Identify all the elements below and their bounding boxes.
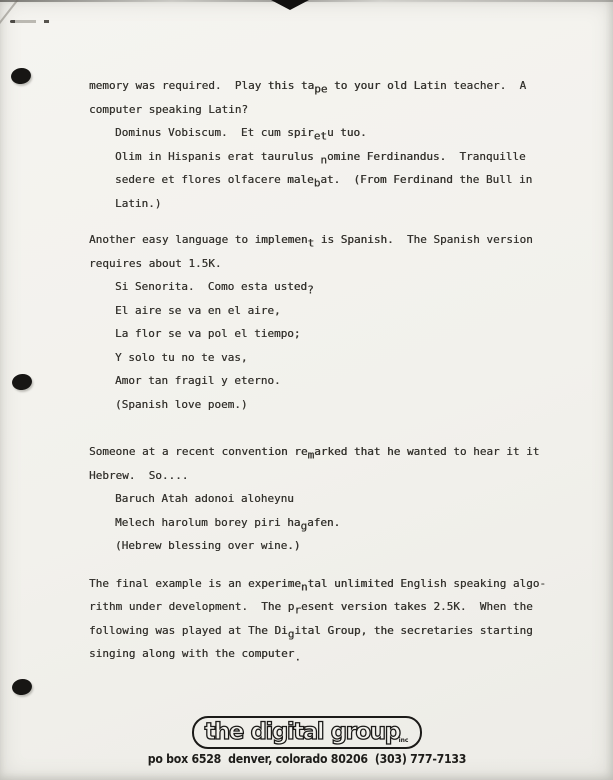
text-line: [89, 192, 589, 216]
text-line: [89, 572, 589, 596]
text-line: [89, 440, 589, 464]
dropped-char: t: [307, 236, 315, 250]
text-run: Someone at a recent convention re: [89, 445, 308, 458]
dropped-char: .: [294, 650, 301, 664]
text-line: [89, 642, 589, 666]
text-line: [89, 121, 589, 145]
punch-hole: [11, 678, 33, 697]
text-line: [89, 228, 589, 252]
text-line: [89, 619, 589, 643]
text-run: u tuo.: [326, 126, 367, 139]
typewritten-text: [89, 74, 589, 666]
punch-hole: [10, 67, 32, 86]
punch-hole: [11, 373, 33, 392]
text-line: [89, 487, 589, 511]
text-run: El aire se va en el aire,: [115, 303, 281, 317]
dropped-char: n: [320, 153, 327, 166]
text-run: Another easy language to implemen: [89, 233, 308, 246]
text-line: [89, 346, 589, 370]
text-line: [89, 534, 589, 558]
text-run: tal unlimited English speaking algo-: [307, 576, 546, 590]
text-run: to your old Latin teacher. A: [327, 79, 527, 92]
text-run: Latin.): [115, 196, 162, 210]
text-run: esent version takes 2.5K. When the: [300, 600, 533, 613]
text-run: Baruch Atah adonoi aloheynu: [115, 492, 294, 505]
text-run: Y solo tu no te vas,: [115, 350, 248, 364]
dropped-char: n: [300, 580, 308, 593]
text-run: requires about 1.5K.: [89, 256, 222, 270]
text-run: Si Senorita. Como esta usted: [115, 280, 308, 293]
clip-corner-mark: [271, 0, 309, 10]
text-run: Dominus Vobiscum. Et cum spir: [115, 126, 314, 139]
text-run: at. (From Ferdinand the Bull in: [320, 173, 533, 186]
logo-inc-suffix: inc: [398, 737, 409, 744]
text-run: ital Group, the secretaries starting: [294, 623, 533, 637]
text-line: [89, 464, 589, 488]
text-run: (Spanish love poem.): [115, 397, 248, 411]
text-run: La flor se va pol el tiempo;: [115, 327, 301, 340]
text-line: [89, 145, 589, 169]
logo-wordmark: the digital group: [204, 718, 400, 745]
dropped-char: pe: [314, 82, 328, 96]
dropped-char: ?: [307, 283, 314, 297]
digital-group-logo: [192, 716, 422, 749]
text-run: Olim in Hispanis erat taurulus: [115, 149, 321, 163]
dropped-char: g: [300, 519, 308, 532]
text-run: computer speaking Latin?: [89, 102, 248, 116]
text-run: sedere et flores olfacere male: [115, 173, 314, 186]
text-run: afen.: [307, 515, 341, 529]
text-line: [89, 511, 589, 535]
text-line: [89, 393, 589, 417]
pencil-mark: [10, 20, 52, 23]
text-run: omine Ferdinandus. Tranquille: [326, 149, 526, 163]
text-line: [89, 275, 589, 299]
address-text: po box 6528 denver, colorado 80206 (303) 777-7133: [147, 751, 466, 766]
text-run: (Hebrew blessing over wine.): [115, 539, 301, 552]
text-run: is Spanish. The Spanish version: [314, 233, 533, 246]
dropped-char: et: [313, 129, 327, 143]
text-run: singing along with the computer: [89, 647, 295, 660]
text-run: The final example is an experime: [89, 576, 301, 590]
text-run: Melech harolum borey piri ha: [115, 515, 301, 529]
address-line: [0, 751, 613, 766]
dropped-char: b: [313, 176, 321, 190]
text-line: [89, 98, 589, 122]
dropped-char: g: [287, 627, 295, 640]
text-line: [89, 299, 589, 323]
text-run: memory was required. Play this ta: [89, 79, 315, 92]
text-line: [89, 369, 589, 393]
text-run: Amor tan fragil y eterno.: [115, 374, 281, 387]
dropped-char: r: [294, 603, 301, 617]
dropped-char: m: [307, 448, 315, 462]
text-run: arked that he wanted to hear it it: [314, 445, 540, 458]
text-run: rithm under development. The p: [89, 600, 295, 613]
text-line: [89, 322, 589, 346]
text-line: [89, 595, 589, 619]
text-line: [89, 252, 589, 276]
text-line: [89, 168, 589, 192]
text-run: following was played at The Di: [89, 623, 288, 637]
text-run: Hebrew. So....: [89, 468, 189, 482]
text-line: [89, 74, 589, 98]
